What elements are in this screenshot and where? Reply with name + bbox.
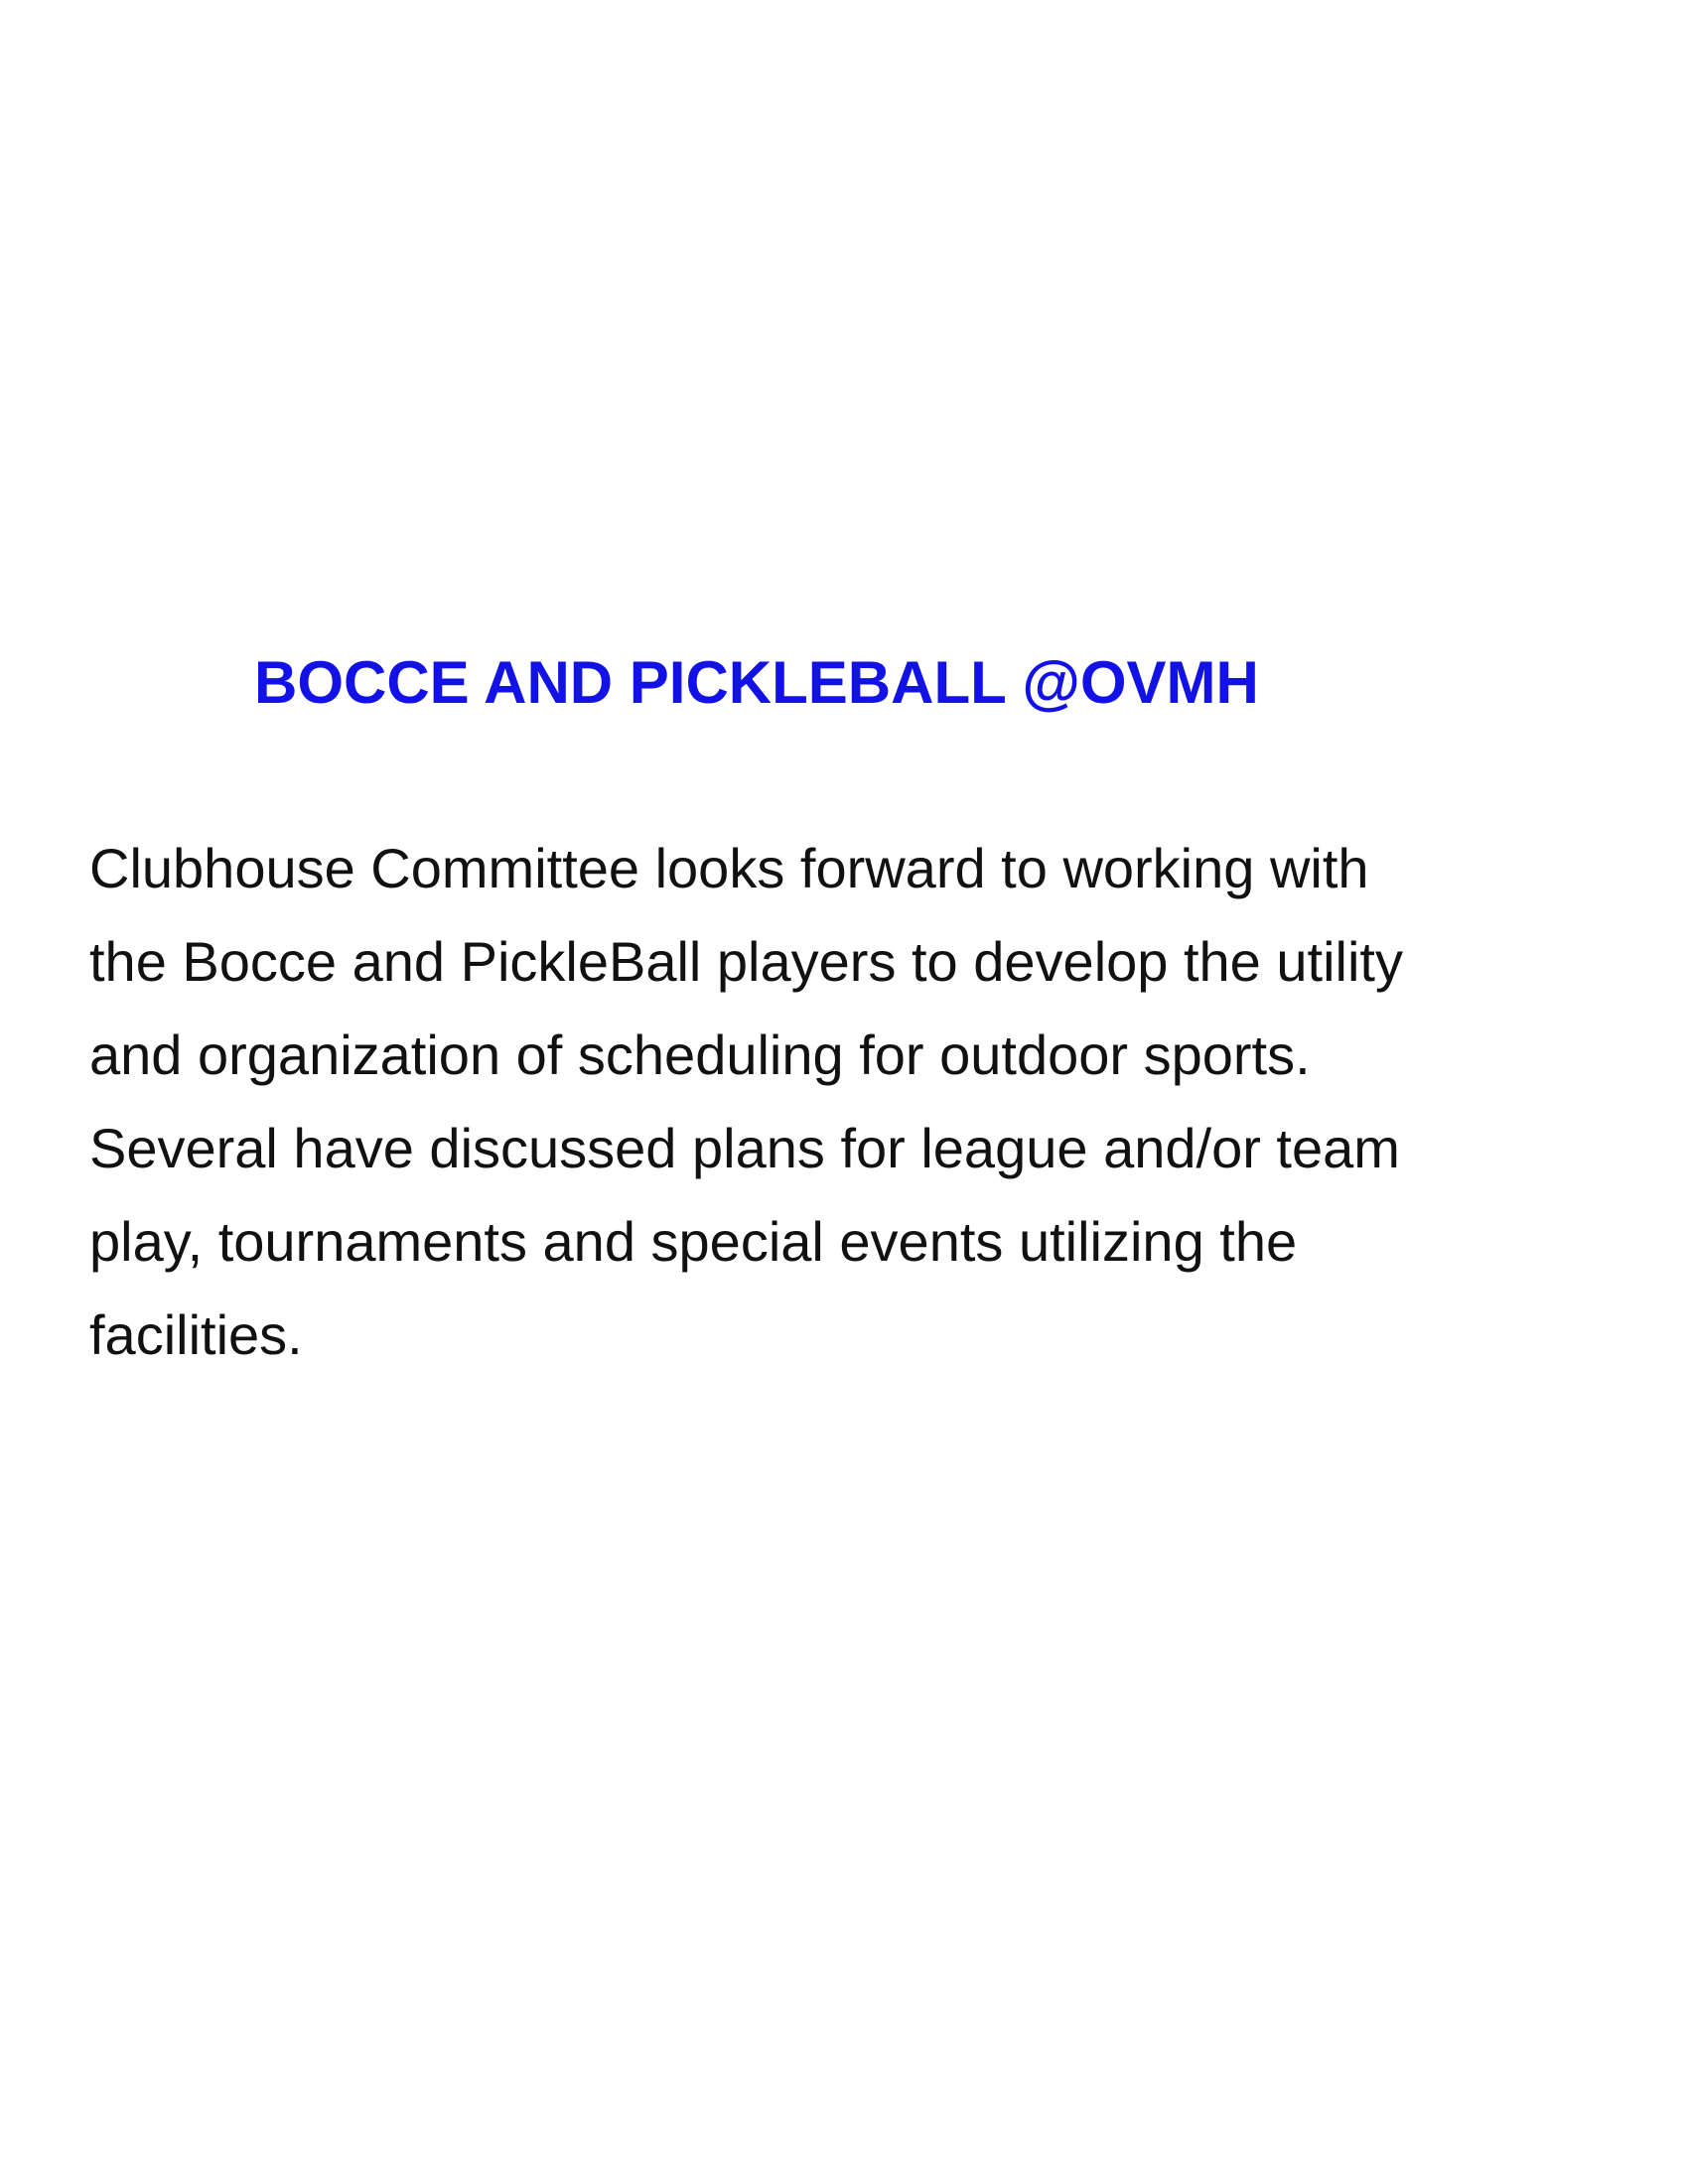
paragraph-line: facilities. xyxy=(89,1303,303,1366)
paragraph-line: and organization of scheduling for outdoor sports. xyxy=(89,1024,1311,1086)
body-paragraph xyxy=(89,822,1638,1382)
paragraph-line: play, tournaments and special events utilizing the xyxy=(89,1210,1298,1273)
page-title: BOCCE AND PICKLEBALL @OVMH xyxy=(254,649,1259,716)
paragraph-line: Clubhouse Committee looks forward to working with xyxy=(89,837,1369,899)
paragraph-line: the Bocce and PickleBall players to develop the utility xyxy=(89,930,1403,993)
paragraph-line: Several have discussed plans for league and/or team xyxy=(89,1117,1400,1179)
